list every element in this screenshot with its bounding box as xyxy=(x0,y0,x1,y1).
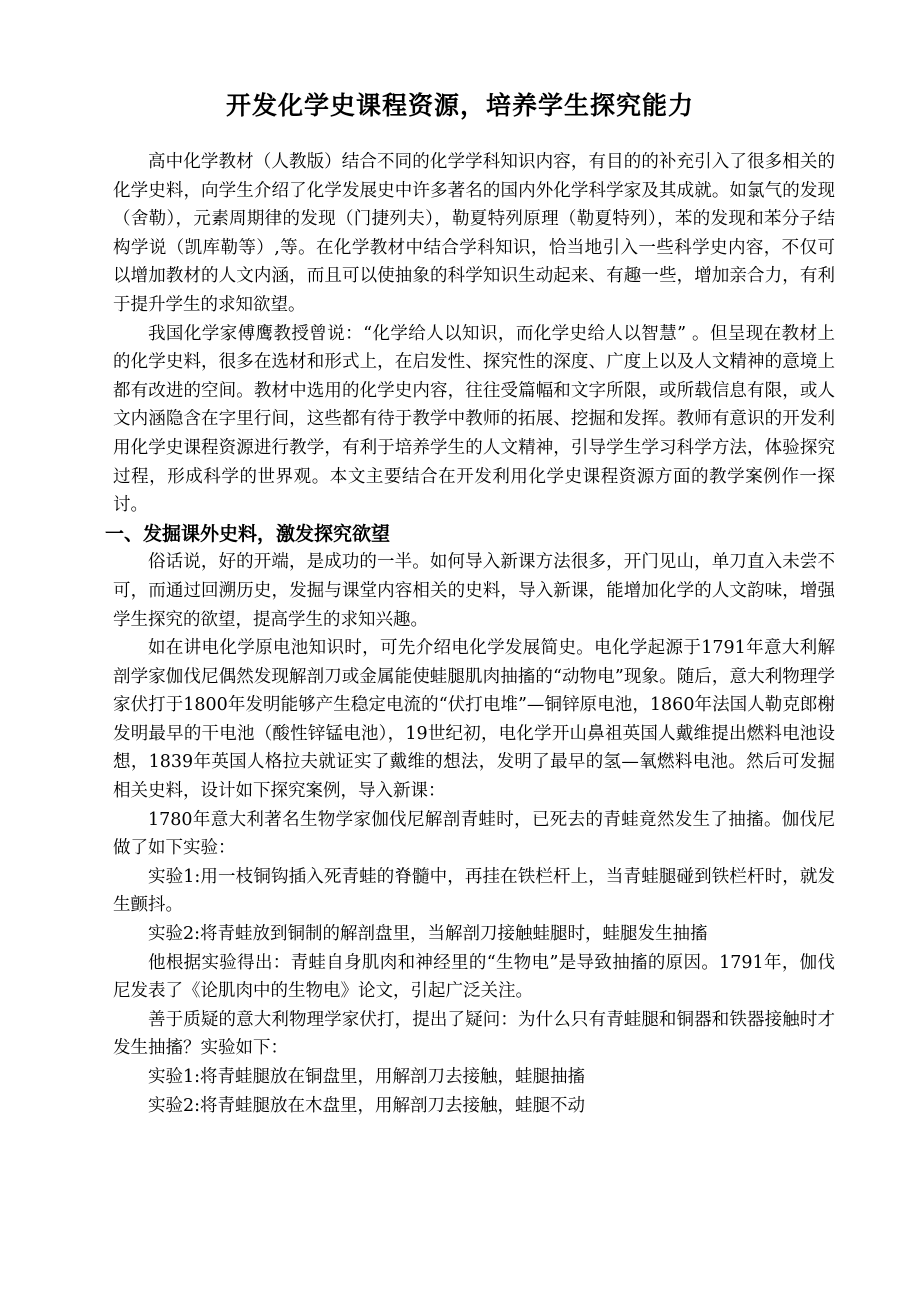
intro-paragraph-2: 我国化学家傅鹰教授曾说：“化学给人以知识，而化学史给人以智慧” 。但呈现在教材上的化学史料，很多在选材和形式上，在启发性、探究性的深度、广度上以及人文精神的意境上都有改进的空间。教材中选用的化学史内容，往往受篇幅和文字所限，或所载信息有限，或人文内涵隐含在字里行间，这些都有待于教学中教师的拓展、挖掘和发挥。教师有意识的开发利用化学史课程资源进行教学，有利于培养学生的人文精神，引导学生学习科学方法，体验探究过程，形成科学的世界观。本文主要结合在开发利用化学史课程资源方面的教学案例作一探讨。 xyxy=(113,323,835,516)
intro-paragraph-1: 高中化学教材（人教版）结合不同的化学学科知识内容，有目的的补充引入了很多相关的化学史料，向学生介绍了化学发展史中许多著名的国内外化学科学家及其成就。如氯气的发现（舍勒），元素周期律的发现（门捷列夫），勒夏特列原理（勒夏特列），苯的发现和苯分子结构学说（凯库勒等）,等。在化学教材中结合学科知识，恰当地引入一些科学史内容，不仅可以增加教材的人文内涵，而且可以使抽象的科学知识生动起来、有趣一些，增加亲合力，有利于提升学生的求知欲望。 xyxy=(113,152,835,315)
volta-experiment-1: 实验1:将青蛙腿放在铜盘里，用解剖刀去接触，蛙腿抽搐 xyxy=(148,1067,586,1087)
section-paragraph-6: 他根据实验得出：青蛙自身肌肉和神经里的“生物电”是导致抽搐的原因。1791年，伽伐尼发表了《论肌肉中的生物电》论文，引起广泛关注。 xyxy=(113,952,835,1002)
section-paragraph-3: 1780年意大利著名生物学家伽伐尼解剖青蛙时，已死去的青蛙竟然发生了抽搐。伽伐尼做了如下实验： xyxy=(113,809,835,859)
section-heading: 一、发掘课外史料，激发探究欲望 xyxy=(105,522,391,545)
section-paragraph-7: 善于质疑的意大利物理学家伏打，提出了疑问：为什么只有青蛙腿和铜器和铁器接触时才发生抽搐？实验如下： xyxy=(113,1009,835,1059)
galvani-experiment-2: 实验2:将青蛙放到铜制的解剖盘里，当解剖刀接触蛙腿时，蛙腿发生抽搐 xyxy=(148,924,708,945)
document-body xyxy=(105,148,835,1120)
galvani-experiment-1: 实验1:用一枝铜钩插入死青蛙的脊髓中，再挂在铁栏杆上，当青蛙腿碰到铁栏杆时，就发生颤抖。 xyxy=(113,866,835,916)
volta-experiment-2: 实验2:将青蛙腿放在木盘里，用解剖刀去接触，蛙腿不动 xyxy=(148,1095,586,1116)
section-paragraph-1: 俗话说，好的开端，是成功的一半。如何导入新课方法很多，开门见山，单刀直入未尝不可，而通过回溯历史，发掘与课堂内容相关的史料，导入新课，能增加化学的人文韵味，增强学生探究的欲望，提高学生的求知兴趣。 xyxy=(113,552,835,630)
section-paragraph-2: 如在讲电化学原电池知识时，可先介绍电化学发展简史。电化学起源于1791年意大利解剖学家伽伐尼偶然发现解剖刀或金属能使蛙腿肌肉抽搐的“动物电”现象。随后，意大利物理学家伏打于1800年发明能够产生稳定电流的“伏打电堆”—铜锌原电池，1860年法国人勒克郎榭发明最早的干电池（酸性锌锰电池），19世纪初，电化学开山鼻祖英国人戴维提出燃料电池设想，1839年英国人格拉夫就证实了戴维的想法，发明了最早的氢—氧燃料电池。然后可发掘相关史料，设计如下探究案例，导入新课： xyxy=(113,638,835,802)
document-title: 开发化学史课程资源，培养学生探究能力 xyxy=(225,91,694,120)
